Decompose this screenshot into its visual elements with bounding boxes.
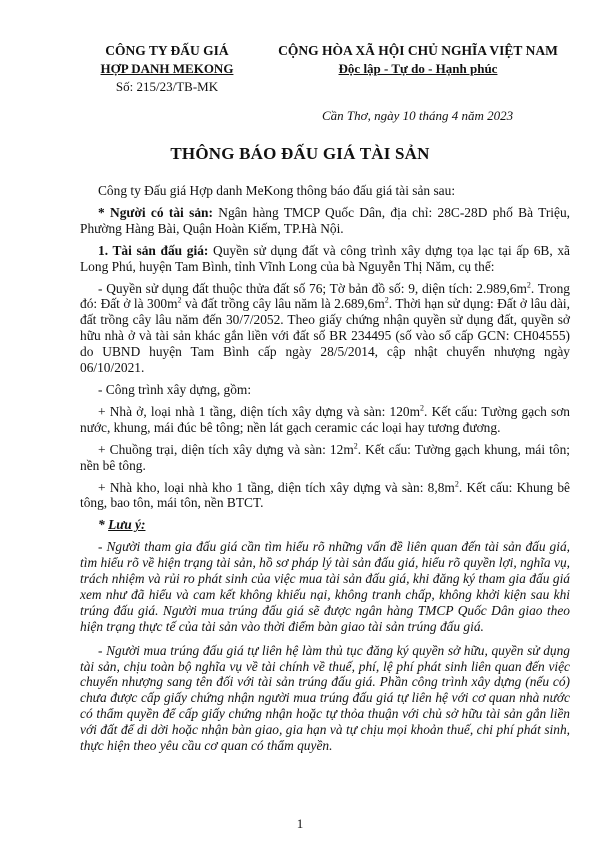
warehouse-text-2: . Kết cấu: Khung bê tông, bao tôn, mái tôn, nền BTCT. <box>80 479 570 511</box>
owner-paragraph <box>80 205 570 237</box>
company-header <box>92 42 242 96</box>
owner-bullet: * <box>98 204 105 220</box>
land-text-2: . Trong đó: Đất ở là 300m <box>80 280 570 312</box>
house-text-2: . Kết cấu: Tường gạch sơn nước, khung, mái đúc bê tông; nền lát gạch ceramic các loại hay tương đương. <box>80 403 571 435</box>
company-name-line2: HỢP DANH MEKONG <box>100 61 234 76</box>
barn-text-1: + Chuồng trại, diện tích xây dựng và sàn: 12m <box>98 441 354 457</box>
land-text-4: . Thời hạn sử dụng: Đất ở lâu dài, đất trồng cây lâu năm đến 30/7/2052. Theo giấy chứng nhận quyền sử dụng đất, quyền sở hữu nhà ở và tài sản khác gắn liền với đất số BR 234495 (số vào sổ cấp GCN: CH04555) do UBND huyện Tam Bình cấp ngày 28/5/2014, cập nhật chuyển nhượng ngày 06/10/2021. <box>80 296 570 376</box>
note-paragraph-2: - Người mua trúng đấu giá tự liên hệ làm thủ tục đăng ký quyền sở hữu, quyền sử dụng tài sản, chịu toàn bộ nghĩa vụ về tài chính về thuế, phí, lệ phí phát sinh liên quan đến việc chuyển nhượng sang tên đối với tài sản trúng đấu giá. Phần công trình xây dựng (nếu có) chưa được cấp giấy chứng nhận người mua trúng đấu giá tự liên hệ với cơ quan nhà nước có thẩm quyền để cấp giấy chứng nhận hoặc tự thỏa thuận với chủ sở hữu tài sản gắn liền với đất để di dời hoặc nhận bàn giao, gia hạn và tự chịu mọi khoản thuế, chi phí phát sinh, thực hiện theo yêu cầu cơ quan có thẩm quyền. <box>80 642 570 754</box>
document-title: THÔNG BÁO ĐẤU GIÁ TÀI SẢN <box>170 144 430 163</box>
land-text-3: và đất trồng cây lâu năm là 2.689,6m <box>181 296 385 312</box>
note-paragraph-1: - Người tham gia đấu giá cần tìm hiểu rõ những vấn đề liên quan đến tài sản đấu giá, tìm hiểu rõ về hiện trạng tài sản, hồ sơ pháp lý tài sản đấu giá, hiểu rõ quyền lợi, nghĩa vụ, trách nhiệm và rủi ro phát sinh của việc mua tài sản đấu giá, khi đăng ký tham gia đấu giá xem như đã hiểu và cam kết không khiếu nại, không tranh chấp, không khởi kiện sau khi trúng đấu giá. Người mua trúng đấu giá sẽ được ngân hàng TMCP Quốc Dân giao theo hiện trạng thực tế của tài sản vào thời điểm bàn giao tài sản trúng đấu giá. <box>80 539 570 634</box>
note-heading <box>80 517 570 533</box>
superscript-2: 2 <box>384 295 389 305</box>
asset-paragraph <box>80 243 570 275</box>
intro-paragraph: Công ty Đấu giá Hợp danh MeKong thông báo đấu giá tài sản sau: <box>98 183 456 198</box>
works-heading: - Công trình xây dựng, gồm: <box>98 381 252 397</box>
superscript-2: 2 <box>454 479 459 489</box>
house-text-1: + Nhà ở, loại nhà 1 tầng, diện tích xây dựng và sàn: 120m <box>98 403 421 419</box>
owner-text: Ngân hàng TMCP Quốc Dân, địa chỉ: 28C-28D phố Bà Triệu, Phường Hàng Bài, Quận Hoàn Kiếm, TP.Hà Nội. <box>80 204 570 236</box>
barn-paragraph <box>80 442 570 474</box>
national-motto: Độc lập - Tự do - Hạnh phúc <box>338 61 498 76</box>
superscript-2: 2 <box>526 280 531 290</box>
superscript-2: 2 <box>177 295 182 305</box>
asset-label: 1. Tài sản đấu giá: <box>98 242 209 258</box>
land-text-1: - Quyền sử dụng đất thuộc thửa đất số 76; Tờ bản đồ số: 9, diện tích: 2.989,6m <box>98 280 527 296</box>
house-paragraph <box>80 404 570 436</box>
asset-text: Quyền sử dụng đất và công trình xây dựng tọa lạc tại ấp 6B, xã Long Phú, huyện Tam Bình, tỉnh Vĩnh Long của bà Nguyễn Thị Năm, cụ thể: <box>80 242 570 274</box>
warehouse-text-1: + Nhà kho, loại nhà kho 1 tầng, diện tích xây dựng và sàn: 8,8m <box>98 479 455 495</box>
national-header <box>268 42 568 78</box>
place-date: Cần Thơ, ngày 10 tháng 4 năm 2023 <box>322 108 514 123</box>
company-name-line1: CÔNG TY ĐẤU GIÁ <box>105 43 229 58</box>
owner-label: Người có tài sản: <box>110 204 213 220</box>
nation-name: CỘNG HÒA XÃ HỘI CHỦ NGHĨA VIỆT NAM <box>278 43 558 58</box>
document-number: Số: 215/23/TB-MK <box>115 79 219 94</box>
land-paragraph <box>80 281 570 376</box>
barn-text-2: . Kết cấu: Tường gạch khung, mái tôn; nền bê tông. <box>80 441 570 473</box>
superscript-2: 2 <box>420 403 425 413</box>
document-body <box>80 183 570 762</box>
note-bullet: * <box>98 517 105 533</box>
note-label: Lưu ý: <box>108 517 146 533</box>
superscript-2: 2 <box>353 441 358 451</box>
page-number: 1 <box>296 816 304 831</box>
warehouse-paragraph <box>80 480 570 512</box>
